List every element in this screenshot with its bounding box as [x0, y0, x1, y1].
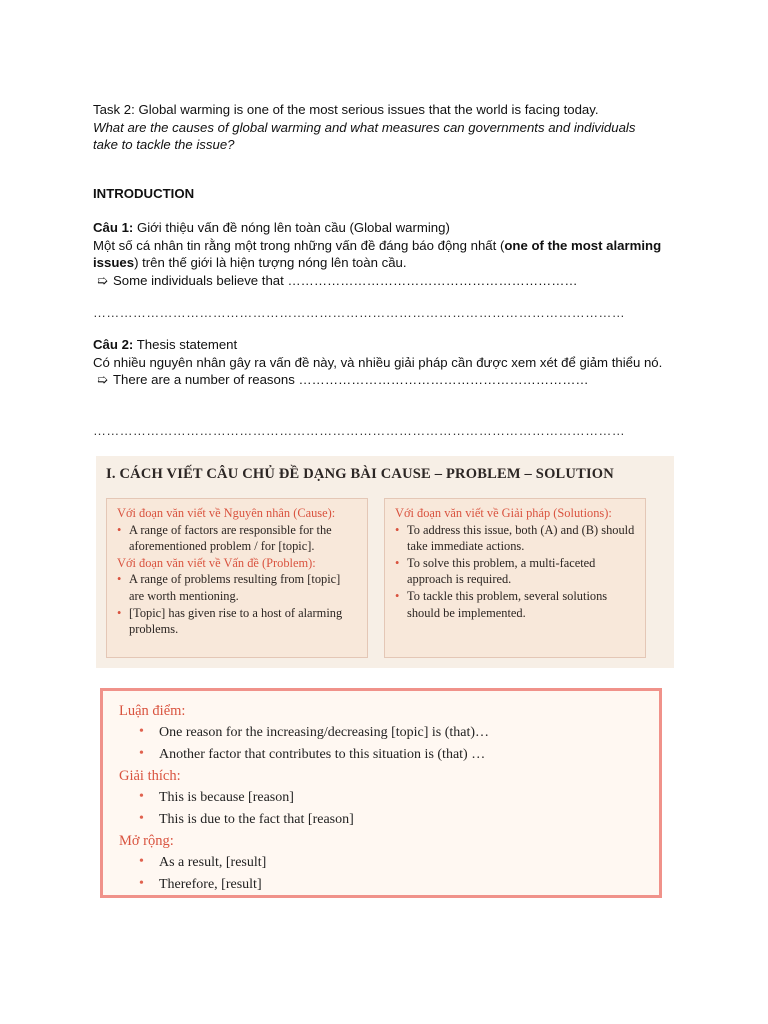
cau1-answer-line: …………………………………………………………………………………………………………	[93, 305, 625, 320]
cau2-answer-line: …………………………………………………………………………………………………………	[93, 423, 625, 438]
panel-title: I. CÁCH VIẾT CÂU CHỦ ĐỀ DẠNG BÀI CAUSE – PROBLEM – SOLUTION	[106, 466, 614, 482]
cause-item: • A range of factors are responsible for the aforementioned problem / for [topic].	[117, 522, 357, 555]
cau2-vi: Có nhiều nguyên nhân gây ra vấn đề này, và nhiều giải pháp cần được xem xét để giảm thiểu nó.	[93, 354, 663, 370]
solution-card	[384, 498, 646, 658]
solution-item: • To tackle this problem, several solutions should be implemented.	[395, 588, 635, 621]
bullet-icon: •	[139, 746, 144, 761]
mo-rong-heading: Mở rộng:	[119, 833, 174, 849]
cau1-vi-part2: ) trên thế giới là hiện tượng nóng lên toàn cầu.	[134, 255, 407, 270]
cau1-vi-bold: one of the most alarming issues	[93, 237, 662, 270]
topic-sentence-panel	[96, 456, 674, 668]
cau1-title: Giới thiệu vấn đề nóng lên toàn cầu (Global warming)	[133, 220, 450, 235]
problem-item: • [Topic] has given rise to a host of alarming problems.	[117, 605, 357, 638]
argument-structure-panel	[100, 688, 662, 898]
argument-item: Another factor that contributes to this situation is (that) …	[159, 747, 486, 762]
solution-item: • To address this issue, both (A) and (B) should take immediate actions.	[395, 522, 635, 555]
extension-item: Therefore, [result]	[159, 877, 262, 892]
problem-heading: Với đoạn văn viết về Vấn đề (Problem):	[117, 555, 316, 570]
argument-item: One reason for the increasing/decreasing [topic] is (that)…	[159, 725, 490, 740]
bullet-icon: •	[139, 789, 144, 804]
cause-problem-card	[106, 498, 368, 658]
task-line: Task 2: Global warming is one of the most serious issues that the world is facing today.	[93, 102, 599, 117]
cause-heading: Với đoạn văn viết về Nguyên nhân (Cause):	[117, 506, 336, 520]
cau1-vi-part1: Một số cá nhân tin rằng một trong những vấn đề đáng báo động nhất (	[93, 237, 505, 253]
bullet-icon: •	[139, 854, 144, 869]
extension-item: As a result, [result]	[159, 855, 267, 870]
explanation-item: This is due to the fact that [reason]	[159, 812, 354, 827]
cau2-prompt: There are a number of reasons …………………………………………………………	[113, 372, 589, 387]
introduction-heading: INTRODUCTION	[93, 186, 195, 201]
cau2-label: Câu 2:	[93, 337, 134, 352]
solution-heading: Với đoạn văn viết về Giải pháp (Solutions):	[395, 506, 612, 520]
bullet-icon: •	[139, 811, 144, 826]
cau1-prompt: Some individuals believe that …………………………………………………………	[113, 272, 578, 288]
cau2-title: Thesis statement	[133, 337, 238, 352]
arrow-icon: ➯	[97, 272, 109, 288]
bullet-icon: •	[139, 876, 144, 891]
bullet-icon: •	[139, 724, 144, 739]
giai-thich-heading: Giải thích:	[119, 768, 181, 784]
task-prompt	[93, 101, 663, 154]
cau2-section	[93, 336, 663, 389]
arrow-icon: ➯	[97, 372, 109, 387]
task-question: What are the causes of global warming and what measures can governments and individuals take to tackle the issue?	[93, 119, 636, 152]
solution-item: • To solve this problem, a multi-faceted approach is required.	[395, 555, 635, 588]
explanation-item: This is because [reason]	[159, 790, 294, 805]
luan-diem-heading: Luận điểm:	[119, 703, 186, 719]
cau1-label: Câu 1:	[93, 220, 134, 235]
problem-item: • A range of problems resulting from [topic] are worth mentioning.	[117, 571, 357, 604]
cau1-section	[93, 219, 663, 289]
